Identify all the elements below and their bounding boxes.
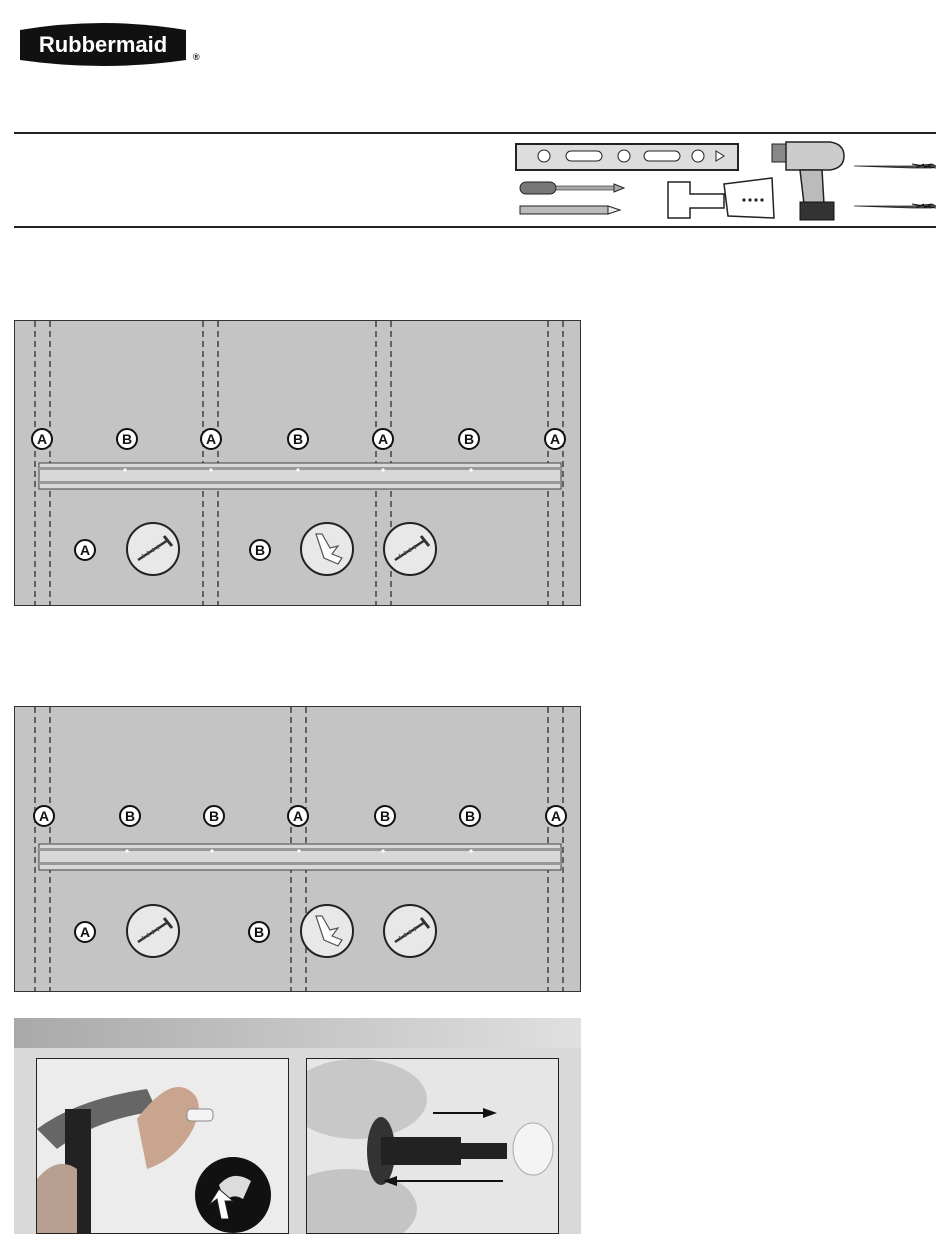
- diagram-1-graphics: [15, 321, 581, 606]
- label-b: B: [374, 805, 396, 827]
- mounting-diagram-1: [14, 320, 581, 606]
- label-a: A: [200, 428, 222, 450]
- mounting-rail: [39, 844, 561, 870]
- label-b: B: [287, 428, 309, 450]
- label-a: A: [31, 428, 53, 450]
- header-rule-top: [14, 132, 936, 134]
- rubbermaid-logo: [14, 14, 192, 74]
- label-a: A: [545, 805, 567, 827]
- anchor-icon: [300, 904, 354, 958]
- label-a: A: [372, 428, 394, 450]
- mounting-rail: [39, 463, 561, 489]
- pencil-icon: [520, 206, 620, 214]
- mounting-diagram-2: [14, 706, 581, 992]
- tools-strip: [512, 138, 936, 226]
- label-a: A: [33, 805, 55, 827]
- screw-icon: [383, 904, 437, 958]
- template-icon: [668, 178, 774, 218]
- anchor-install-panel: [14, 1018, 581, 1234]
- legend-label-a: A: [74, 539, 96, 561]
- legend-label-b: B: [249, 539, 271, 561]
- screw-icon: [126, 522, 180, 576]
- panel-header-band: [14, 1018, 581, 1048]
- hammer-and-anchor-photo: [36, 1058, 289, 1234]
- label-b: B: [459, 805, 481, 827]
- label-b: B: [119, 805, 141, 827]
- legend-label-a: A: [74, 921, 96, 943]
- legend-label-b: B: [248, 921, 270, 943]
- anchor-icon: [300, 522, 354, 576]
- label-a: A: [544, 428, 566, 450]
- anchor-removal-photo: [306, 1058, 559, 1234]
- label-b: B: [458, 428, 480, 450]
- label-b: B: [203, 805, 225, 827]
- drill-bit-icon: [854, 204, 936, 208]
- level-icon: [516, 144, 738, 170]
- brand-name: Rubbermaid: [38, 32, 168, 57]
- label-a: A: [287, 805, 309, 827]
- screwdriver-icon: [520, 182, 624, 194]
- drill-bit-icon: [854, 164, 936, 168]
- drill-icon: [772, 142, 844, 220]
- screw-icon: [126, 904, 180, 958]
- screw-icon: [383, 522, 437, 576]
- label-b: B: [116, 428, 138, 450]
- diagram-2-graphics: [15, 707, 581, 992]
- registered-mark: ®: [193, 52, 200, 62]
- header-rule-bottom: [14, 226, 936, 228]
